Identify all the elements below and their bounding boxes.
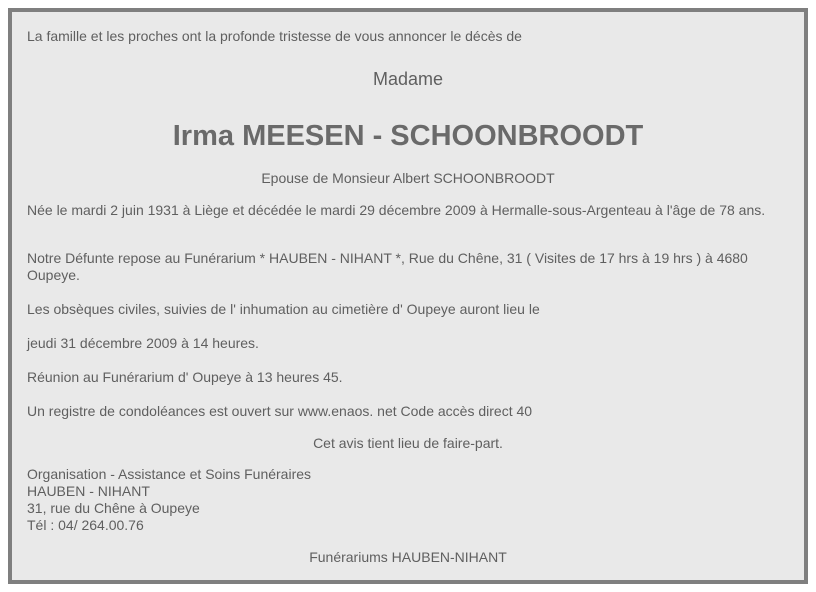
salutation: Madame <box>372 69 444 89</box>
faire-part-text: Cet avis tient lieu de faire-part. <box>313 435 503 451</box>
organisation-line: Organisation - Assistance et Soins Funéraires <box>27 466 312 482</box>
meeting-text: Réunion au Funérarium d' Oupeye à 13 heures 45. <box>27 369 343 385</box>
organisation-phone: Tél : 04/ 264.00.76 <box>27 517 144 533</box>
intro-text: La famille et les proches ont la profonde tristesse de vous annoncer le décès de <box>27 28 522 44</box>
funeral-text: Les obsèques civiles, suivies de l' inhumation au cimetière d' Oupeye auront lieu le <box>27 301 540 317</box>
death-notice <box>8 8 808 584</box>
footer-text: Funérariums HAUBEN-NIHANT <box>309 549 507 565</box>
organisation-name: HAUBEN - NIHANT <box>27 483 150 499</box>
deceased-name: Irma MEESEN - SCHOONBROODT <box>172 120 644 152</box>
organisation-block <box>27 466 797 534</box>
birth-death-text: Née le mardi 2 juin 1931 à Liège et décédée le mardi 29 décembre 2009 à Hermalle-sous-Argenteau à l'âge de 78 ans. <box>27 202 766 218</box>
funeral-date: jeudi 31 décembre 2009 à 14 heures. <box>27 335 259 351</box>
spouse-text: Epouse de Monsieur Albert SCHOONBROODT <box>261 170 555 186</box>
organisation-address: 31, rue du Chêne à Oupeye <box>27 500 200 516</box>
resting-place-text: Notre Défunte repose au Funérarium * HAUBEN - NIHANT *, Rue du Chêne, 31 ( Visites de 17 hrs à 19 hrs ) à 4680 Oupeye. <box>27 250 748 283</box>
registry-text: Un registre de condoléances est ouvert sur www.enaos. net Code accès direct 40 <box>27 403 533 419</box>
